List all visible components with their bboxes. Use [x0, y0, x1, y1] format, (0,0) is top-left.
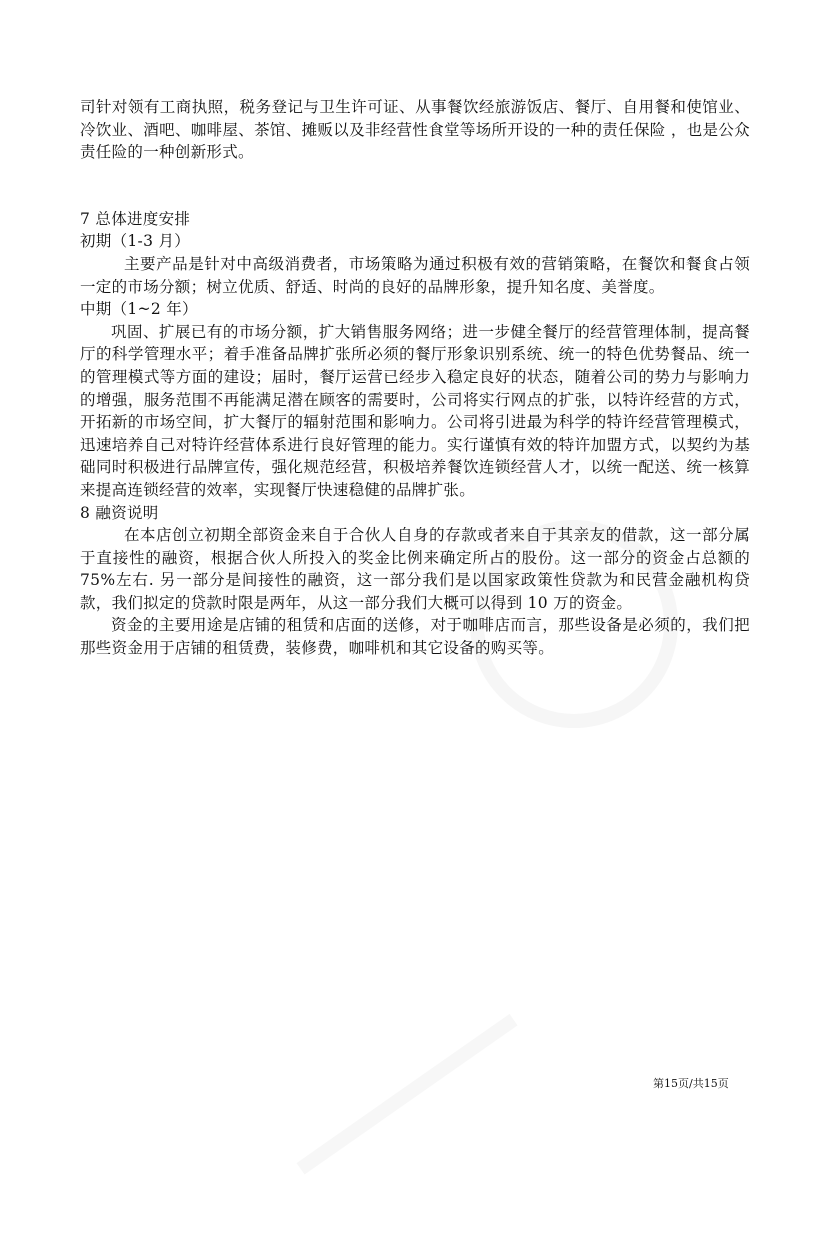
watermark-stroke	[297, 1014, 564, 1240]
intro-paragraph: 司针对领有工商执照，税务登记与卫生许可证、从事餐饮经旅游饭店、餐厅、自用餐和使馆业、冷饮业、酒吧、咖啡屋、茶馆、摊贩以及非经营性食堂等场所开设的一种的责任保险 ，也是公众责任险的一种创新形式。	[80, 98, 750, 162]
phase-2-text: 巩固、扩展已有的市场分额，扩大销售服务网络；进一步健全餐厅的经营管理体制，提高餐厅的科学管理水平；着手准备品牌扩张所必须的餐厅形象识别系统、统一的特色优势餐品、统一的管理模式等方面的建设；届时，餐厅运营已经步入稳定良好的状态，随着公司的势力与影响力的增强，服务范围不再能满足潜在顾客的需要时，公司将实行网点的扩张，以特许经营的方式，开拓新的市场空间，扩大餐厅的辐射范围和影响力。公司将引进最为科学的特许经营管理模式，迅速培养自己对特许经营体系进行良好管理的能力。实行谨慎有效的特许加盟方式，以契约为基础同时积极进行品牌宣传，强化规范经营，积极培养餐饮连锁经营人才，以统一配送、统一核算来提高连锁经营的效率，实现餐厅快速稳健的品牌扩张。	[80, 322, 750, 499]
section-8-title: 8 融资说明	[80, 503, 159, 522]
document-body	[80, 96, 750, 660]
financing-paragraph-1: 在本店创立初期全部资金来自于合伙人自身的存款或者来自于其亲友的借款，这一部分属于直接性的融资，根据合伙人所投入的奖金比例来确定所占的股份。这一部分的资金占总额的 75%左右. 另一部分是间接性的融资，这一部分我们是以国家政策性贷款为和民营金融机构贷款，我们拟定的贷款时限是两年，从这一部分我们大概可以得到 10 万的资金。	[80, 526, 750, 612]
phase-1-text: 主要产品是针对中高级消费者，市场策略为通过积极有效的营销策略，在餐饮和餐食占领一定的市场分额；树立优质、舒适、时尚的良好的品牌形象，提升知名度、美誉度。	[80, 254, 750, 296]
section-7-title: 7 总体进度安排	[80, 209, 191, 228]
spacer	[80, 164, 750, 208]
phase-1-label: 初期（1-3 月）	[80, 232, 191, 251]
financing-paragraph-2: 资金的主要用途是店铺的租赁和店面的送修，对于咖啡店而言，那些设备是必须的，我们把那些资金用于店铺的租赁费，装修费，咖啡机和其它设备的购买等。	[80, 616, 750, 658]
page-number: 第15页/共15页	[653, 1077, 729, 1090]
phase-2-label: 中期（1~2 年）	[80, 300, 198, 319]
